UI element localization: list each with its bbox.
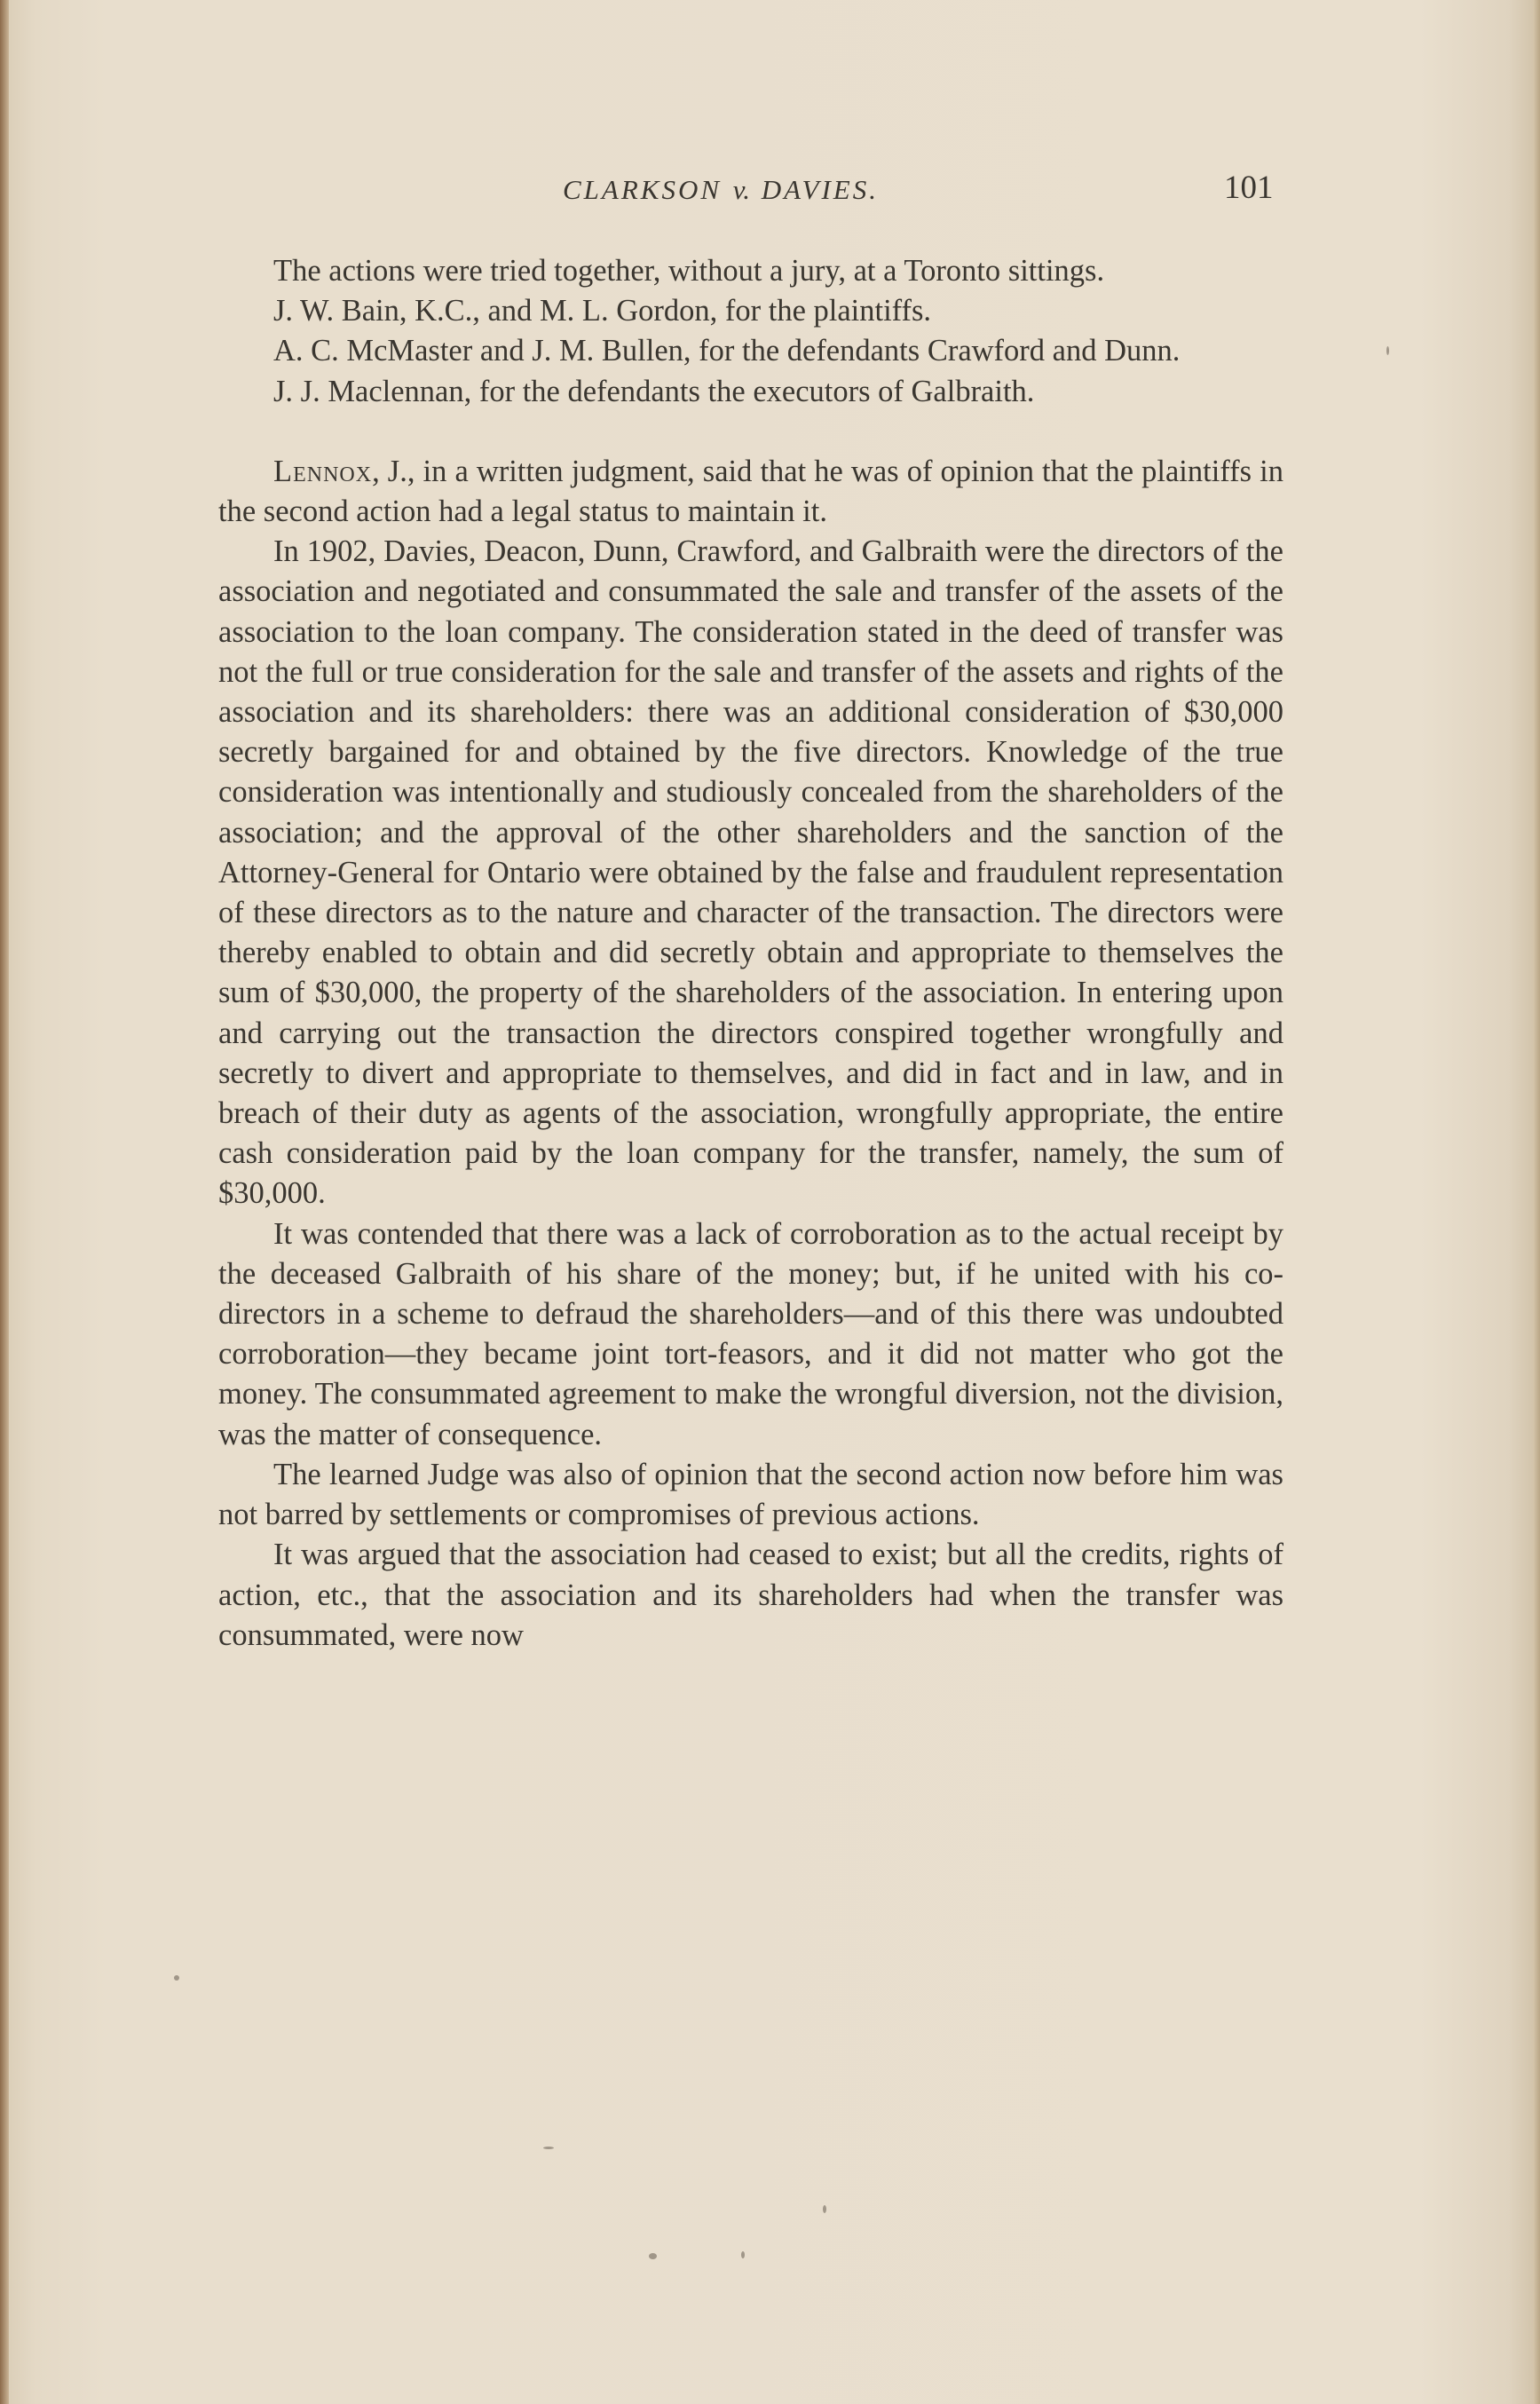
counsel-executors: J. J. Maclennan, for the defendants the executors of Galbraith.: [273, 374, 1035, 408]
paper-speck: [1386, 346, 1389, 355]
paragraph-corroboration: It was contended that there was a lack of corroboration as to the actual receipt by the deceased Galbraith of his share of the money; but, if he united with his co-directors in a scheme to defraud the shareholders—and of this there was undoubted corroboration—they became joint tort-feasors, and it did not matter who got the money. The consummated agreement to make the wrongful diversion, not the division, was the matter of consequence.: [218, 1216, 1283, 1451]
paper-speck: [823, 2205, 826, 2213]
counsel-defendants-crawford-dunn: A. C. McMaster and J. M. Bullen, for the defendants Crawford and Dunn.: [273, 334, 1181, 368]
running-header: [218, 169, 1283, 213]
running-title-plaintiff: CLARKSON: [563, 174, 723, 205]
paper-speck: [543, 2147, 554, 2149]
page-edge: [1533, 0, 1540, 2404]
paragraph-association-ceased: It was argued that the association had ceased to exist; but all the credits, rights of action, etc., that the association and its shareholders had when the transfer was consummated, were now: [218, 1538, 1283, 1652]
running-title-defendant: DAVIES.: [761, 174, 879, 205]
page-number: 101: [1224, 170, 1274, 206]
paragraph-settlements: The learned Judge was also of opinion that the second action now before him was not barred by settlements or compromises of previous actions.: [218, 1457, 1283, 1532]
judgment-opening-text: , J., in a written judgment, said that he was of opinion that the plaintiffs in the second action had a legal status to maintain it.: [218, 454, 1283, 529]
running-title: [563, 174, 879, 206]
judge-name: Lennox: [273, 454, 373, 488]
paper-speck: [741, 2251, 745, 2258]
running-title-versus: v.: [732, 174, 750, 205]
body-text: [218, 251, 1283, 1656]
judgment-opening: [218, 452, 1283, 532]
paper-speck: [174, 1975, 179, 1981]
page-spine-shadow: [0, 0, 9, 2404]
paper-speck: [649, 2253, 657, 2259]
paragraph-facts: In 1902, Davies, Deacon, Dunn, Crawford, and Galbraith were the directors of the association and negotiated and consummated the sale and transfer of the assets of the association to the loan company. The consideration stated in the deed of transfer was not the full or true consideration for the sale and transfer of the assets and rights of the association and its shareholders: there was an additional consideration of $30,000 secretly bargained for and obtained by the five directors. Knowledge of the true consideration was intentionally and studiously concealed from the shareholders of the association; and the approval of the other shareholders and the sanction of the Attorney-General for Ontario were obtained by the false and fraudulent representation of these directors as to the nature and character of the transaction. The directors were thereby enabled to obtain and did secretly obtain and appropriate to themselves the sum of $30,000, the property of the shareholders of the association. In entering upon and carrying out the transaction the directors conspired together wrongfully and secretly to divert and appropriate to themselves, and did in fact and in law, and in breach of their duty as agents of the association, wrongfully appropriate, the entire cash consideration paid by the loan company for the transfer, namely, the sum of $30,000.: [218, 534, 1283, 1211]
counsel-plaintiffs: J. W. Bain, K.C., and M. L. Gordon, for the plaintiffs.: [273, 294, 932, 328]
trial-note: The actions were tried together, without a jury, at a Toronto sittings.: [273, 254, 1105, 288]
